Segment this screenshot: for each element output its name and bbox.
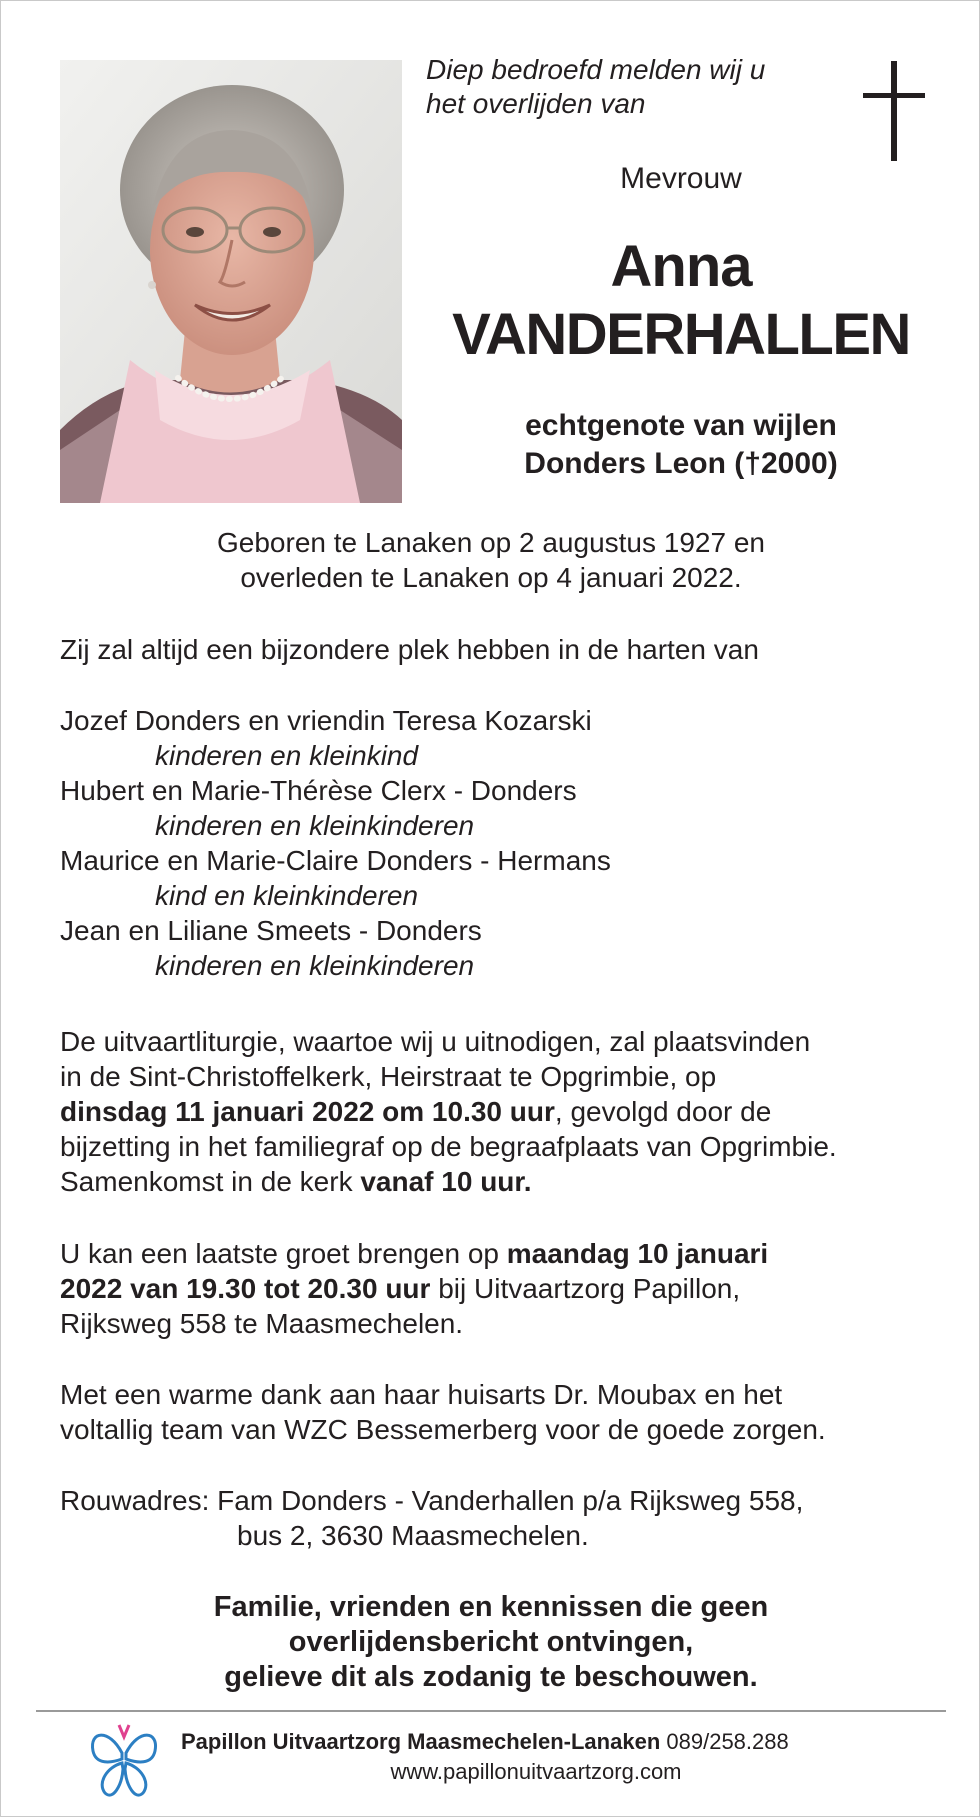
company-website[interactable]: www.papillonuitvaartzorg.com xyxy=(390,1759,682,1784)
family-relation: kind en kleinkinderen xyxy=(155,880,419,911)
portrait-illustration xyxy=(60,60,402,503)
greeting-date: maandag 10 januari xyxy=(506,1238,769,1269)
family-member-name: Maurice en Marie-Claire Donders - Hermans xyxy=(60,845,611,876)
funeral-line-rest: , gevolgd door de xyxy=(554,1096,772,1127)
greeting-line xyxy=(60,1236,940,1271)
cross-vertical-bar xyxy=(891,61,897,161)
greeting-line xyxy=(60,1271,940,1306)
gathering-time: vanaf 10 uur. xyxy=(360,1166,532,1197)
portrait-photo xyxy=(60,60,402,503)
title-word: Mevrouw xyxy=(620,162,742,195)
company-name: Papillon Uitvaartzorg Maasmechelen-Lanaken xyxy=(181,1729,661,1754)
born-line: Geboren te Lanaken op 2 augustus 1927 en xyxy=(217,527,765,558)
intro-text xyxy=(426,53,846,121)
closing-line: gelieve dit als zodanig te beschouwen. xyxy=(224,1661,758,1693)
thanks-paragraph xyxy=(60,1377,940,1447)
greeting-time: 2022 van 19.30 tot 20.30 uur xyxy=(60,1273,431,1304)
funeral-line: De uitvaartliturgie, waartoe wij u uitnodigen, zal plaatsvinden xyxy=(60,1026,811,1057)
deceased-last-name: VANDERHALLEN xyxy=(452,302,910,367)
cross-horizontal-bar xyxy=(863,93,925,98)
footer-divider xyxy=(36,1710,946,1712)
deceased-first-name: Anna xyxy=(610,234,752,299)
closing-line: overlijdensbericht ontvingen, xyxy=(288,1626,694,1658)
intro-line: het overlijden van xyxy=(426,88,646,119)
mourning-address xyxy=(60,1483,940,1553)
greeting-text: U kan een laatste groet brengen op xyxy=(60,1238,507,1269)
funeral-line xyxy=(60,1094,940,1129)
cross-icon xyxy=(863,61,925,161)
butterfly-logo-icon xyxy=(89,1723,159,1801)
thanks-line: Met een warme dank aan haar huisarts Dr. Moubax en het xyxy=(60,1379,783,1410)
funeral-date: dinsdag 11 januari 2022 om 10.30 uur xyxy=(60,1096,555,1127)
address-line: Rouwadres: Fam Donders - Vanderhallen p/a Rijksweg 558, xyxy=(60,1485,804,1516)
funeral-line xyxy=(60,1164,940,1199)
spouse-line: Donders Leon (†2000) xyxy=(524,447,838,480)
greeting-paragraph xyxy=(60,1236,940,1341)
intro-line: Diep bedroefd melden wij u xyxy=(426,54,766,85)
funeral-line: bijzetting in het familiegraf op de begraafplaats van Opgrimbie. xyxy=(60,1131,837,1162)
spouse-info xyxy=(421,407,941,483)
family-member-name: Jozef Donders en vriendin Teresa Kozarski xyxy=(60,705,592,736)
born-line: overleden te Lanaken op 4 januari 2022. xyxy=(240,562,742,593)
spouse-line: echtgenote van wijlen xyxy=(525,409,837,442)
funeral-line: in de Sint-Christoffelkerk, Heirstraat te Opgrimbie, op xyxy=(60,1061,717,1092)
address-line: bus 2, 3630 Maasmechelen. xyxy=(237,1520,589,1551)
greeting-line: Rijksweg 558 te Maasmechelen. xyxy=(60,1308,464,1339)
birth-death-info xyxy=(60,525,922,595)
company-phone[interactable]: 089/258.288 xyxy=(666,1729,789,1754)
family-member-name: Jean en Liliane Smeets - Donders xyxy=(60,915,482,946)
footer-company-line xyxy=(181,1728,941,1756)
family-member-name: Hubert en Marie-Thérèse Clerx - Donders xyxy=(60,775,577,806)
gathering-text: Samenkomst in de kerk xyxy=(60,1166,361,1197)
heart-line: Zij zal altijd een bijzondere plek hebben in de harten van xyxy=(60,634,759,665)
family-list xyxy=(60,703,922,983)
closing-notice xyxy=(60,1590,922,1695)
family-relation: kinderen en kleinkinderen xyxy=(155,810,475,841)
greeting-place: bij Uitvaartzorg Papillon, xyxy=(430,1273,741,1304)
thanks-line: voltallig team van WZC Bessemerberg voor de goede zorgen. xyxy=(60,1414,826,1445)
funeral-paragraph xyxy=(60,1024,940,1199)
family-relation: kinderen en kleinkind xyxy=(155,740,419,771)
family-relation: kinderen en kleinkinderen xyxy=(155,950,475,981)
closing-line: Familie, vrienden en kennissen die geen xyxy=(213,1591,769,1623)
